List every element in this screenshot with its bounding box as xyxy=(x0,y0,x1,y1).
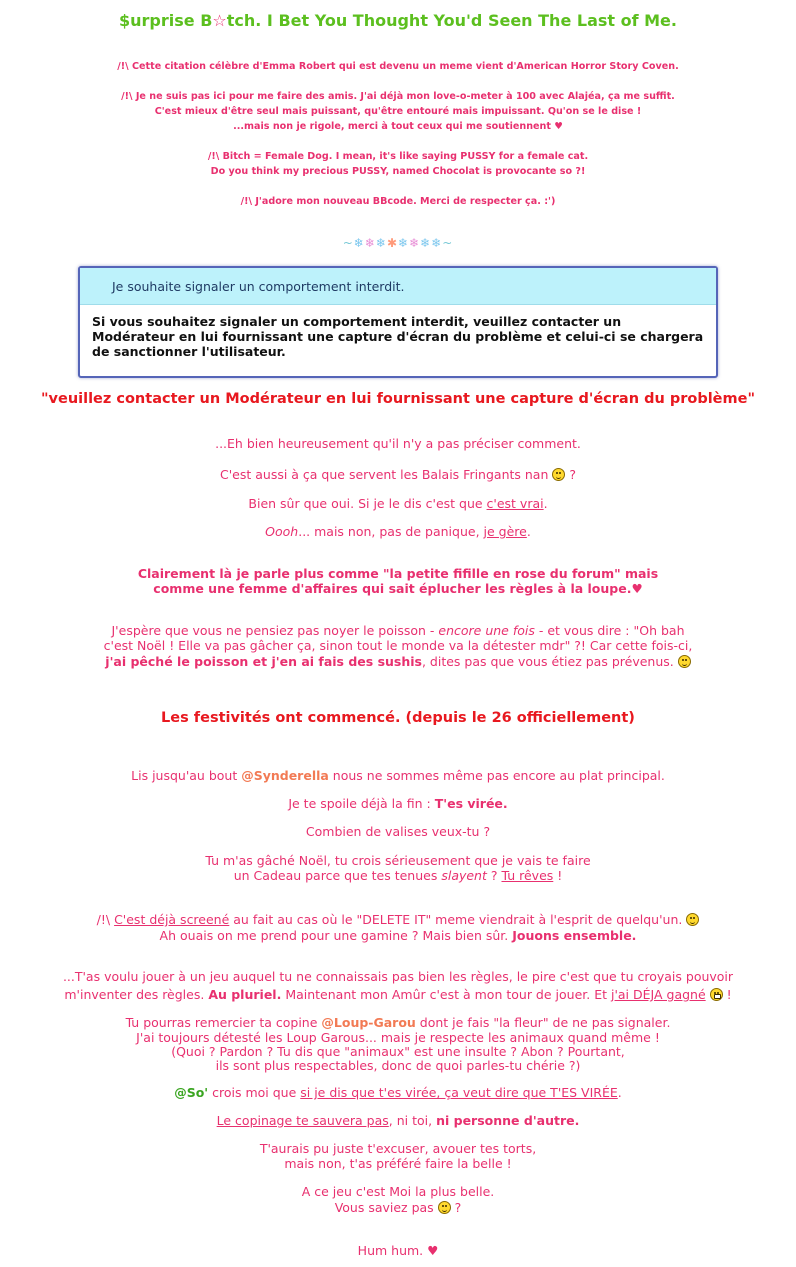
paragraph: un Cadeau parce que tes tenues slayent ? Tu rêves ! xyxy=(233,868,563,883)
paragraph: Tu m'as gâché Noël, tu crois sérieusement que je vais te faire xyxy=(205,853,591,868)
smiley-icon xyxy=(438,1201,451,1214)
paragraph: /!\ C'est déjà screené au fait au cas où le "DELETE IT" meme viendrait à l'esprit de quelqu'un. xyxy=(0,912,796,927)
note-line: C'est mieux d'être seul mais puissant, qu'être entouré mais impuissant. Qu'on se le dise ! xyxy=(154,106,642,117)
paragraph-bold: Clairement là je parle plus comme "la petite fifille en rose du forum" mais xyxy=(137,566,659,581)
underlined-text: c'est vrai xyxy=(486,496,544,511)
user-mention[interactable]: @Synderella xyxy=(241,768,329,783)
closing-line: Hum hum. ♥ xyxy=(357,1243,439,1258)
report-box xyxy=(78,266,718,378)
title-part-1: $urprise B xyxy=(119,11,213,30)
paragraph: mais non, t'as préféré faire la belle ! xyxy=(284,1156,512,1171)
post-title xyxy=(0,11,796,30)
title-part-2: tch. I Bet You Thought You'd Seen The Last of Me. xyxy=(226,11,677,30)
paragraph: Le copinage te sauvera pas, ni toi, ni personne d'autre. xyxy=(216,1113,580,1128)
paragraph: j'ai pêché le poisson et j'en ai fais des sushis, dites pas que vous étiez pas prévenus. xyxy=(0,654,796,669)
user-mention[interactable]: @Loup-Garou xyxy=(321,1015,416,1030)
note-line: /!\ Je ne suis pas ici pour me faire des amis. J'ai déjà mon love-o-meter à 100 avec Alajéa, ça me suffit. xyxy=(121,91,675,102)
paragraph: (Quoi ? Pardon ? Tu dis que "animaux" est une insulte ? Abon ? Pourtant, xyxy=(171,1044,625,1059)
snowflake-icon: ❄ xyxy=(398,236,410,250)
smiley-icon xyxy=(552,468,565,481)
note-line: /!\ Bitch = Female Dog. I mean, it's like saying PUSSY for a female cat. xyxy=(207,151,589,162)
paragraph: C'est aussi à ça que servent les Balais Fringants nan ? xyxy=(220,467,576,482)
snowflake-icon: ❄ xyxy=(420,236,432,250)
paragraph: A ce jeu c'est Moi la plus belle. xyxy=(301,1184,495,1199)
paragraph: Lis jusqu'au bout @Synderella nous ne sommes même pas encore au plat principal. xyxy=(131,768,665,783)
paragraph: Vous saviez pas ? xyxy=(334,1200,462,1215)
section-heading: Les festivités ont commencé. (depuis le 26 officiellement) xyxy=(161,710,635,726)
snowflake-icon: ❄ xyxy=(353,236,365,250)
paragraph: c'est Noël ! Elle va pas gâcher ça, sinon tout le monde va la détester mdr" ?! Car cette fois-ci, xyxy=(103,638,693,653)
paragraph: J'ai toujours détesté les Loup Garous... mais je respecte les animaux quand même ! xyxy=(136,1030,660,1045)
snowflake-icon: ❄ xyxy=(409,236,421,250)
paragraph: Je te spoile déjà la fin : T'es virée. xyxy=(288,796,508,811)
paragraph: Oooh... mais non, pas de panique, je gère. xyxy=(265,524,531,539)
paragraph: ...T'as voulu jouer à un jeu auquel tu ne connaissais pas bien les règles, le pire c'est que tu croyais pouvoir xyxy=(62,969,734,984)
snowflake-icon: ❄ xyxy=(431,236,443,250)
paragraph: @So' crois moi que si je dis que t'es virée, ça veut dire que T'ES VIRÉE. xyxy=(174,1085,622,1100)
grin-icon xyxy=(710,988,723,1001)
star-icon: ✱ xyxy=(386,236,398,250)
star-icon: ☆ xyxy=(212,11,227,30)
smiley-icon xyxy=(686,913,699,926)
note-line: ...mais non je rigole, merci à tout ceux qui me soutiennent ♥ xyxy=(233,121,563,132)
snowflake-icon: ❄ xyxy=(375,236,387,250)
snowflake-divider: ~❄❄❄✱❄❄❄❄~ xyxy=(342,236,454,250)
note-line: /!\ Cette citation célèbre d'Emma Robert qui est devenu un meme vient d'American Horror Story Coven. xyxy=(117,61,679,72)
quote-heading: "veuillez contacter un Modérateur en lui fournissant une capture d'écran du problème" xyxy=(40,391,756,407)
paragraph: Tu pourras remercier ta copine @Loup-Garou dont je fais "la fleur" de ne pas signaler. xyxy=(125,1015,671,1030)
paragraph: J'espère que vous ne pensiez pas noyer le poisson - encore une fois - et vous dire : "Oh bah xyxy=(111,623,685,638)
snowflake-icon: ❄ xyxy=(364,236,376,250)
paragraph: ...Eh bien heureusement qu'il n'y a pas préciser comment. xyxy=(215,436,581,451)
smiley-icon xyxy=(678,655,691,668)
note-line: /!\ J'adore mon nouveau BBcode. Merci de respecter ça. :') xyxy=(240,196,556,207)
paragraph: T'aurais pu juste t'excuser, avouer tes torts, xyxy=(259,1141,537,1156)
paragraph: Combien de valises veux-tu ? xyxy=(305,824,491,839)
user-mention[interactable]: @So' xyxy=(174,1085,209,1100)
note-line: Do you think my precious PUSSY, named Chocolat is provocante so ?! xyxy=(210,166,586,177)
paragraph: Ah ouais on me prend pour une gamine ? Mais bien sûr. Jouons ensemble. xyxy=(159,928,637,943)
report-box-header: Je souhaite signaler un comportement interdit. xyxy=(80,268,716,305)
paragraph: ils sont plus respectables, donc de quoi parles-tu chérie ?) xyxy=(215,1058,581,1073)
report-box-body: Si vous souhaitez signaler un comportement interdit, veuillez contacter un Modérateur en lui fournissant une capture d'écran du problème et celui-ci se chargera de sanctionner l'utilisateur. xyxy=(92,314,704,359)
paragraph-bold: comme une femme d'affaires qui sait éplucher les règles à la loupe.♥ xyxy=(153,581,643,596)
paragraph: Bien sûr que oui. Si je le dis c'est que c'est vrai. xyxy=(248,496,548,511)
paragraph: m'inventer des règles. Au pluriel. Maintenant mon Amûr c'est à mon tour de jouer. Et j'ai DÉJA gagné ! xyxy=(64,987,732,1002)
